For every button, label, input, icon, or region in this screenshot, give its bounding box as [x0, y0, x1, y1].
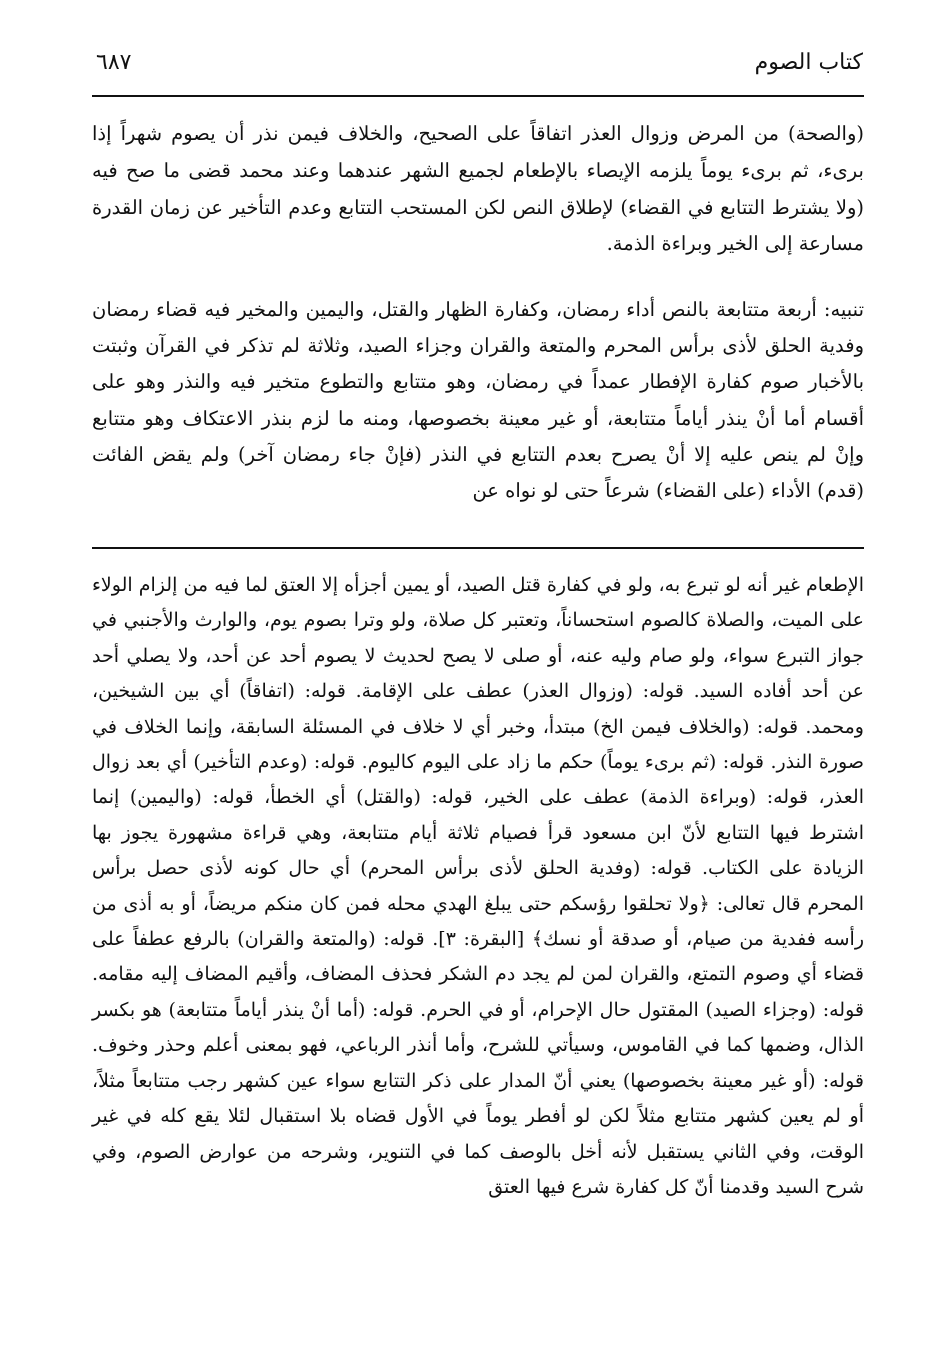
- main-text-paragraph-1: (والصحة) من المرض وزوال العذر اتفاقاً على الصحيح، والخلاف فيمن نذر أن يصوم شهراً إذا برىء، ثم برىء يوماً يلزمه الإيصاء بالإطعام لجميع الشهر عندهما وعند محمد قضى ما صح فيه (ولا يشترط التتابع في القضاء) لإطلاق النص لكن المستحب التتابع وعدم التأخير عن زمان القدرة مسارعة إلى الخير وبراءة الذمة.: [92, 122, 864, 256]
- header-rule: [92, 95, 864, 97]
- footnote-separator: [92, 547, 864, 549]
- main-text-paragraph-2: تنبيه: أربعة متتابعة بالنص أداء رمضان، وكفارة الظهار والقتل، واليمين والمخير فيه قضاء رمضان وفدية الحلق لأذى برأس المحرم والمتعة والقران وجزاء الصيد، وثلاثة لم تذكر في القرآن وثبتت بالأخبار صوم كفارة الإفطار عمداً في رمضان، وهو متتابع والتطوع متخير فيه والنذر وهو على أقسام أما أنْ ينذر أياماً متتابعة، أو غير معينة بخصوصها، ومنه ما لزم بنذر الاعتكاف وهو متتابع وإنْ لم ينص عليه إلا أنْ يصرح بعدم التتابع في النذر (فإنْ جاء رمضان آخر) ولم يقض الفائت (قدم) الأداء (على القضاء) شرعاً حتى لو نواه عن: [92, 298, 864, 503]
- running-header-title: كتاب الصوم: [754, 50, 863, 75]
- page-number: ٦٨٧: [96, 50, 132, 75]
- commentary-footnote: الإطعام غير أنه لو تبرع به، ولو في كفارة قتل الصيد، أو يمين أجزأه إلا العتق لما فيه من إلزام الولاء على الميت، والصلاة كالصوم استحساناً، وتعتبر كل صلاة، ولو وترا بصوم يوم، والوارث والأجنبي في جواز التبرع سواء، ولو صام وليه عنه، أو صلى لا يصح لحديث لا يصوم أحد عن أحد، ولا يصلي أحد عن أحد أفاده السيد. قوله: (وزوال العذر) عطف على الإقامة. قوله: (اتفاقاً) أي بين الشيخين، ومحمد. قوله: (والخلاف فيمن الخ) مبتدأ، وخبر أي لا خلاف في المسئلة السابقة، وإنما الخلاف في صورة النذر. قوله: (ثم برىء يوماً) حكم ما زاد على اليوم كاليوم. قوله: (وعدم التأخير) أي بعد زوال العذر، قوله: (وبراءة الذمة) عطف على الخير، قوله: (والقتل) أي الخطأ، قوله: (واليمين) إنما اشترط فيها التتابع لأنّ ابن مسعود قرأ فصيام ثلاثة أيام متتابعة، وهي قراءة مشهورة يجوز بها الزيادة على الكتاب. قوله: (وفدية الحلق لأذى برأس المحرم) أي حال كونه لأذى حصل برأس المحرم قال تعالى: ﴿ولا تحلقوا رؤسكم حتى يبلغ الهدي محله فمن كان منكم مريضاً، أو به أذى من رأسه ففدية من صيام، أو صدقة أو نسك﴾ [البقرة: ٣]. قوله: (والمتعة والقران) بالرفع عطفاً على قضاء أي وصوم التمتع، والقران لمن لم يجد دم الشكر فحذف المضاف، وأقيم المضاف إليه مقامه. قوله: (وجزاء الصيد) المقتول حال الإحرام، أو في الحرم. قوله: (أما أنْ ينذر أياماً متتابعة) هو بكسر الذال، وضمها كما في القاموس، وسيأتي للشرح، وأما أنذر الرباعي، فهو بمعنى أعلم وحذر وخوف. قوله: (أو غير معينة بخصوصها) يعني أنّ المدار على ذكر التتابع سواء عين كشهر رجب متتابعاً مثلاً، أو لم يعين كشهر متتابع مثلاً لكن لو أفطر يوماً في الأول قضاه بلا استقبال لئلا يقع كله في غير الوقت، وفي الثاني يستقبل لأنه أخل بالوصف كما في التنوير، وشرحه من عوارض الصوم، وفي شرح السيد وقدمنا أنّ كل كفارة شرع فيها العتق: [92, 574, 864, 1198]
